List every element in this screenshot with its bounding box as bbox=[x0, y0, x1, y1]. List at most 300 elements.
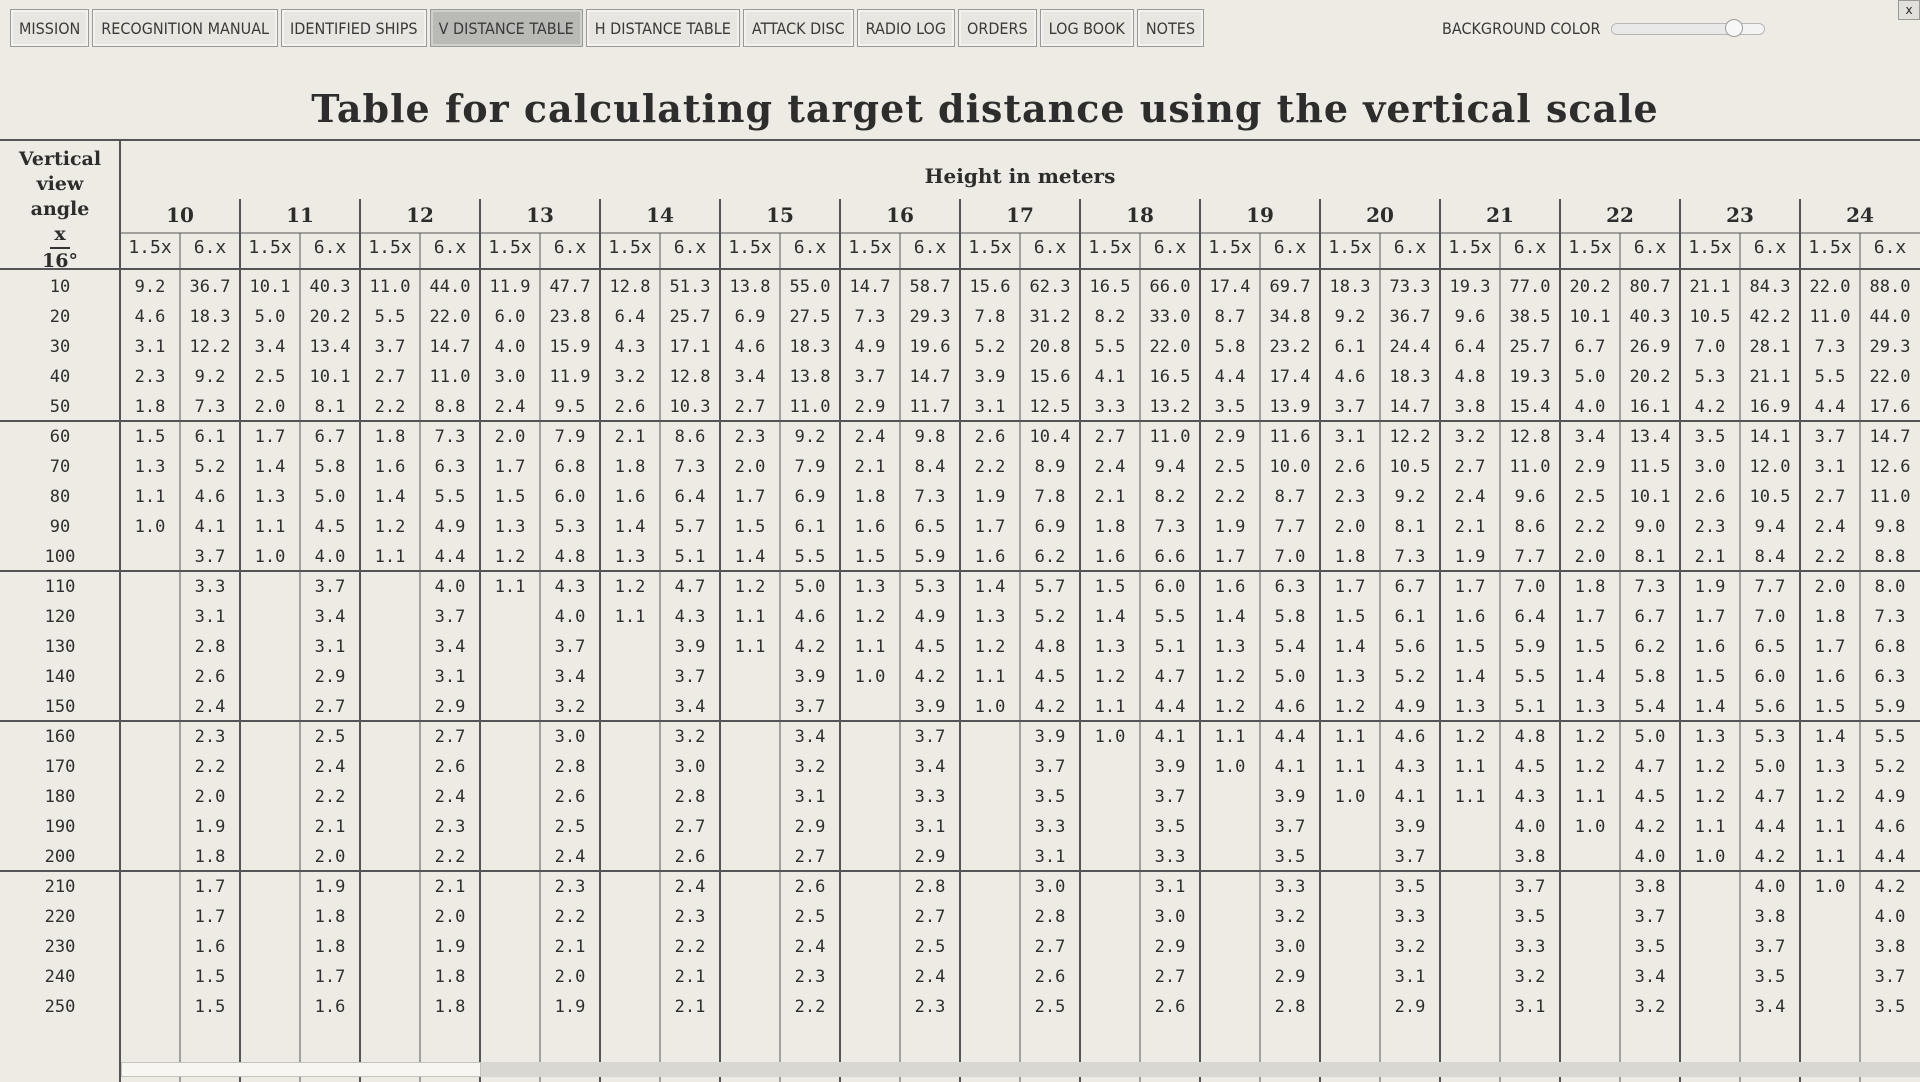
table-cell: 18.3 bbox=[1329, 277, 1371, 297]
table-cell: 3.3 bbox=[1274, 877, 1306, 897]
sub-header-6x: 6.x bbox=[1753, 237, 1787, 258]
table-cell: 1.9 bbox=[314, 877, 346, 897]
table-cell: 10.5 bbox=[1389, 457, 1431, 477]
table-cell: 1.1 bbox=[1454, 787, 1486, 807]
table-cell: 12.8 bbox=[669, 367, 711, 387]
table-cell: 1.7 bbox=[1214, 547, 1246, 567]
sub-header-6x: 6.x bbox=[1153, 237, 1187, 258]
table-cell: 1.5 bbox=[194, 997, 226, 1017]
table-cell: 2.7 bbox=[734, 397, 766, 417]
table-cell: 1.2 bbox=[1214, 667, 1246, 687]
table-cell: 21.1 bbox=[1689, 277, 1731, 297]
table-cell: 7.9 bbox=[554, 427, 586, 447]
table-cell: 4.9 bbox=[854, 337, 886, 357]
table-cell: 3.3 bbox=[1094, 397, 1126, 417]
table-cell: 4.4 bbox=[434, 547, 466, 567]
table-cell: 2.3 bbox=[434, 817, 466, 837]
table-cell: 15.4 bbox=[1509, 397, 1551, 417]
table-cell: 5.9 bbox=[1874, 697, 1906, 717]
table-cell: 1.8 bbox=[374, 427, 406, 447]
table-cell: 5.0 bbox=[1634, 727, 1666, 747]
table-cell: 2.9 bbox=[1154, 937, 1186, 957]
sub-header-1-5x: 1.5x bbox=[1088, 237, 1132, 258]
height-column-header: 11 bbox=[286, 203, 314, 227]
table-cell: 6.5 bbox=[914, 517, 946, 537]
table-cell: 1.4 bbox=[1814, 727, 1846, 747]
table-cell: 4.0 bbox=[1574, 397, 1606, 417]
table-cell: 1.9 bbox=[1454, 547, 1486, 567]
table-cell: 1.8 bbox=[314, 937, 346, 957]
tab-recognition-manual[interactable]: RECOGNITION MANUAL bbox=[92, 9, 278, 47]
row-angle-label: 240 bbox=[44, 967, 76, 987]
table-cell: 6.3 bbox=[434, 457, 466, 477]
table-cell: 6.0 bbox=[1754, 667, 1786, 687]
table-cell: 1.6 bbox=[1214, 577, 1246, 597]
table-cell: 22.0 bbox=[1149, 337, 1191, 357]
table-cell: 8.0 bbox=[1874, 577, 1906, 597]
table-cell: 1.0 bbox=[1814, 877, 1846, 897]
table-cell: 12.8 bbox=[1509, 427, 1551, 447]
table-cell: 7.8 bbox=[974, 307, 1006, 327]
table-cell: 3.8 bbox=[1754, 907, 1786, 927]
table-cell: 9.4 bbox=[1754, 517, 1786, 537]
table-cell: 6.9 bbox=[794, 487, 826, 507]
angle-header-x: x bbox=[50, 222, 69, 249]
table-cell: 2.6 bbox=[614, 397, 646, 417]
sub-header-6x: 6.x bbox=[313, 237, 347, 258]
table-cell: 3.7 bbox=[1754, 937, 1786, 957]
row-angle-label: 50 bbox=[49, 397, 71, 417]
table-cell: 1.3 bbox=[1334, 667, 1366, 687]
table-cell: 14.7 bbox=[429, 337, 471, 357]
close-icon: x bbox=[1905, 3, 1913, 17]
table-cell: 1.5 bbox=[494, 487, 526, 507]
table-cell: 2.3 bbox=[674, 907, 706, 927]
table-cell: 4.9 bbox=[1874, 787, 1906, 807]
table-cell: 2.7 bbox=[434, 727, 466, 747]
table-cell: 4.0 bbox=[1754, 877, 1786, 897]
table-cell: 13.8 bbox=[729, 277, 771, 297]
table-cell: 8.1 bbox=[1394, 517, 1426, 537]
table-cell: 40.3 bbox=[309, 277, 351, 297]
table-cell: 1.3 bbox=[1214, 637, 1246, 657]
table-cell: 1.0 bbox=[1694, 847, 1726, 867]
table-cell: 20.8 bbox=[1029, 337, 1071, 357]
table-cell: 1.0 bbox=[854, 667, 886, 687]
row-angle-label: 130 bbox=[44, 637, 76, 657]
table-cell: 4.7 bbox=[674, 577, 706, 597]
table-cell: 2.2 bbox=[434, 847, 466, 867]
table-cell: 1.3 bbox=[854, 577, 886, 597]
tab-orders[interactable]: ORDERS bbox=[958, 9, 1037, 47]
table-cell: 1.2 bbox=[1574, 727, 1606, 747]
table-cell: 4.7 bbox=[1154, 667, 1186, 687]
height-column-header: 10 bbox=[166, 203, 194, 227]
table-cell: 4.3 bbox=[1394, 757, 1426, 777]
table-cell: 2.5 bbox=[1214, 457, 1246, 477]
table-cell: 24.4 bbox=[1389, 337, 1431, 357]
table-cell: 2.0 bbox=[434, 907, 466, 927]
table-cell: 1.1 bbox=[1814, 817, 1846, 837]
table-cell: 3.0 bbox=[494, 367, 526, 387]
table-cell: 1.0 bbox=[134, 517, 166, 537]
height-column-header: 16 bbox=[886, 203, 914, 227]
table-cell: 13.4 bbox=[309, 337, 351, 357]
table-cell: 4.5 bbox=[914, 637, 946, 657]
table-cell: 3.4 bbox=[254, 337, 286, 357]
table-cell: 7.0 bbox=[1694, 337, 1726, 357]
table-cell: 1.8 bbox=[434, 967, 466, 987]
table-cell: 2.4 bbox=[1094, 457, 1126, 477]
table-cell: 2.4 bbox=[914, 967, 946, 987]
table-cell: 12.6 bbox=[1869, 457, 1911, 477]
table-cell: 1.7 bbox=[194, 877, 226, 897]
table-cell: 3.1 bbox=[794, 787, 826, 807]
table-cell: 1.1 bbox=[1814, 847, 1846, 867]
table-cell: 2.0 bbox=[494, 427, 526, 447]
table-cell: 27.5 bbox=[789, 307, 831, 327]
table-cell: 2.4 bbox=[1814, 517, 1846, 537]
scrollbar-thumb[interactable] bbox=[121, 1062, 481, 1077]
table-cell: 3.1 bbox=[1394, 967, 1426, 987]
sub-header-1-5x: 1.5x bbox=[1808, 237, 1852, 258]
table-cell: 2.6 bbox=[554, 787, 586, 807]
table-cell: 5.3 bbox=[554, 517, 586, 537]
table-cell: 3.7 bbox=[1814, 427, 1846, 447]
table-cell: 7.3 bbox=[1874, 607, 1906, 627]
table-cell: 14.7 bbox=[909, 367, 951, 387]
table-cell: 5.0 bbox=[1574, 367, 1606, 387]
tab-notes[interactable]: NOTES bbox=[1137, 9, 1204, 47]
table-cell: 13.2 bbox=[1149, 397, 1191, 417]
row-angle-label: 230 bbox=[44, 937, 76, 957]
table-cell: 3.9 bbox=[974, 367, 1006, 387]
table-cell: 12.5 bbox=[1029, 397, 1071, 417]
table-cell: 1.1 bbox=[374, 547, 406, 567]
table-cell: 66.0 bbox=[1149, 277, 1191, 297]
table-cell: 13.4 bbox=[1629, 427, 1671, 447]
table-cell: 25.7 bbox=[669, 307, 711, 327]
table-cell: 1.4 bbox=[1454, 667, 1486, 687]
sub-header-1-5x: 1.5x bbox=[488, 237, 532, 258]
table-cell: 8.4 bbox=[1754, 547, 1786, 567]
table-cell: 10.5 bbox=[1689, 307, 1731, 327]
table-cell: 7.7 bbox=[1754, 577, 1786, 597]
table-cell: 3.5 bbox=[1214, 397, 1246, 417]
table-cell: 22.0 bbox=[429, 307, 471, 327]
table-cell: 8.7 bbox=[1274, 487, 1306, 507]
table-cell: 13.9 bbox=[1269, 397, 1311, 417]
table-cell: 5.5 bbox=[374, 307, 406, 327]
table-cell: 4.4 bbox=[1814, 397, 1846, 417]
table-cell: 3.1 bbox=[134, 337, 166, 357]
sub-header-1-5x: 1.5x bbox=[128, 237, 172, 258]
table-cell: 11.9 bbox=[489, 277, 531, 297]
table-cell: 8.9 bbox=[1034, 457, 1066, 477]
table-cell: 3.9 bbox=[794, 667, 826, 687]
table-cell: 1.8 bbox=[314, 907, 346, 927]
table-cell: 4.0 bbox=[434, 577, 466, 597]
table-cell: 1.8 bbox=[1814, 607, 1846, 627]
row-angle-label: 40 bbox=[49, 367, 71, 387]
table-cell: 3.4 bbox=[1634, 967, 1666, 987]
table-cell: 3.5 bbox=[1754, 967, 1786, 987]
table-cell: 1.0 bbox=[1574, 817, 1606, 837]
table-cell: 1.7 bbox=[1574, 607, 1606, 627]
table-cell: 3.8 bbox=[1874, 937, 1906, 957]
table-cell: 77.0 bbox=[1509, 277, 1551, 297]
table-cell: 55.0 bbox=[789, 277, 831, 297]
sub-header-1-5x: 1.5x bbox=[1328, 237, 1372, 258]
height-column-header: 19 bbox=[1246, 203, 1274, 227]
table-cell: 3.1 bbox=[1334, 427, 1366, 447]
table-cell: 15.6 bbox=[969, 277, 1011, 297]
table-cell: 2.4 bbox=[794, 937, 826, 957]
table-cell: 1.5 bbox=[1694, 667, 1726, 687]
tab-radio-log[interactable]: RADIO LOG bbox=[857, 9, 955, 47]
table-cell: 4.0 bbox=[554, 607, 586, 627]
table-cell: 2.8 bbox=[1274, 997, 1306, 1017]
table-cell: 5.0 bbox=[794, 577, 826, 597]
table-cell: 1.1 bbox=[1334, 757, 1366, 777]
angle-header-line3: angle bbox=[30, 198, 90, 220]
table-cell: 5.7 bbox=[674, 517, 706, 537]
table-cell: 8.8 bbox=[434, 397, 466, 417]
table-cell: 16.5 bbox=[1149, 367, 1191, 387]
tab-attack-disc[interactable]: ATTACK DISC bbox=[743, 9, 854, 47]
table-cell: 3.3 bbox=[1034, 817, 1066, 837]
table-cell: 1.8 bbox=[194, 847, 226, 867]
table-cell: 1.2 bbox=[494, 547, 526, 567]
height-column-header: 18 bbox=[1126, 203, 1154, 227]
table-cell: 3.9 bbox=[674, 637, 706, 657]
row-angle-label: 150 bbox=[44, 697, 76, 717]
height-column-header: 21 bbox=[1486, 203, 1514, 227]
table-cell: 20.2 bbox=[1629, 367, 1671, 387]
row-angle-label: 180 bbox=[44, 787, 76, 807]
table-cell: 1.1 bbox=[134, 487, 166, 507]
table-cell: 2.7 bbox=[914, 907, 946, 927]
table-cell: 18.3 bbox=[789, 337, 831, 357]
table-cell: 6.0 bbox=[554, 487, 586, 507]
table-cell: 1.6 bbox=[854, 517, 886, 537]
table-cell: 3.0 bbox=[1274, 937, 1306, 957]
table-cell: 3.1 bbox=[314, 637, 346, 657]
table-cell: 12.8 bbox=[609, 277, 651, 297]
tab-mission[interactable]: MISSION bbox=[10, 9, 89, 47]
table-cell: 1.9 bbox=[434, 937, 466, 957]
table-cell: 19.3 bbox=[1449, 277, 1491, 297]
table-cell: 11.5 bbox=[1629, 457, 1671, 477]
close-button[interactable] bbox=[1898, 0, 1920, 20]
height-column-header: 17 bbox=[1006, 203, 1034, 227]
table-cell: 2.2 bbox=[794, 997, 826, 1017]
row-angle-label: 10 bbox=[49, 277, 71, 297]
table-cell: 1.7 bbox=[974, 517, 1006, 537]
table-cell: 3.7 bbox=[674, 667, 706, 687]
table-cell: 20.2 bbox=[1569, 277, 1611, 297]
table-cell: 29.3 bbox=[909, 307, 951, 327]
table-cell: 14.1 bbox=[1749, 427, 1791, 447]
table-cell: 7.0 bbox=[1514, 577, 1546, 597]
table-cell: 7.3 bbox=[1394, 547, 1426, 567]
table-cell: 3.3 bbox=[194, 577, 226, 597]
table-cell: 3.8 bbox=[1634, 877, 1666, 897]
table-cell: 3.2 bbox=[554, 697, 586, 717]
table-cell: 2.7 bbox=[374, 367, 406, 387]
row-angle-label: 250 bbox=[44, 997, 76, 1017]
table-cell: 1.1 bbox=[1454, 757, 1486, 777]
table-cell: 2.2 bbox=[314, 787, 346, 807]
table-cell: 2.5 bbox=[914, 937, 946, 957]
table-cell: 3.1 bbox=[434, 667, 466, 687]
table-cell: 5.1 bbox=[1514, 697, 1546, 717]
table-cell: 22.0 bbox=[1869, 367, 1911, 387]
table-cell: 6.4 bbox=[614, 307, 646, 327]
table-cell: 2.0 bbox=[554, 967, 586, 987]
table-cell: 26.9 bbox=[1629, 337, 1671, 357]
tab-v-distance-table[interactable]: V DISTANCE TABLE bbox=[430, 9, 583, 47]
height-column-header: 24 bbox=[1846, 203, 1874, 227]
table-cell: 2.2 bbox=[374, 397, 406, 417]
table-cell: 3.8 bbox=[1454, 397, 1486, 417]
table-cell: 4.1 bbox=[1094, 367, 1126, 387]
table-cell: 10.3 bbox=[669, 397, 711, 417]
table-cell: 6.9 bbox=[734, 307, 766, 327]
table-cell: 7.7 bbox=[1274, 517, 1306, 537]
table-cell: 2.6 bbox=[1694, 487, 1726, 507]
table-cell: 5.1 bbox=[1154, 637, 1186, 657]
background-color-slider[interactable] bbox=[1611, 23, 1765, 35]
table-cell: 4.9 bbox=[914, 607, 946, 627]
table-cell: 7.3 bbox=[854, 307, 886, 327]
row-angle-label: 190 bbox=[44, 817, 76, 837]
height-column-header: 14 bbox=[646, 203, 674, 227]
table-cell: 1.7 bbox=[254, 427, 286, 447]
tab-h-distance-table[interactable]: H DISTANCE TABLE bbox=[586, 9, 740, 47]
table-cell: 1.8 bbox=[434, 997, 466, 1017]
table-cell: 88.0 bbox=[1869, 277, 1911, 297]
table-cell: 3.1 bbox=[974, 397, 1006, 417]
table-cell: 2.0 bbox=[1814, 577, 1846, 597]
table-cell: 6.8 bbox=[554, 457, 586, 477]
table-cell: 5.9 bbox=[1514, 637, 1546, 657]
table-cell: 80.7 bbox=[1629, 277, 1671, 297]
row-angle-label: 200 bbox=[44, 847, 76, 867]
table-cell: 1.1 bbox=[1694, 817, 1726, 837]
table-cell: 42.2 bbox=[1749, 307, 1791, 327]
tab-identified-ships[interactable]: IDENTIFIED SHIPS bbox=[281, 9, 427, 47]
sub-header-1-5x: 1.5x bbox=[728, 237, 772, 258]
table-cell: 9.8 bbox=[1874, 517, 1906, 537]
table-cell: 44.0 bbox=[429, 277, 471, 297]
table-cell: 11.0 bbox=[429, 367, 471, 387]
table-cell: 4.5 bbox=[314, 517, 346, 537]
table-cell: 2.1 bbox=[674, 967, 706, 987]
table-cell: 2.1 bbox=[314, 817, 346, 837]
table-cell: 4.5 bbox=[1034, 667, 1066, 687]
table-cell: 4.5 bbox=[1634, 787, 1666, 807]
table-cell: 1.8 bbox=[854, 487, 886, 507]
table-cell: 2.7 bbox=[1154, 967, 1186, 987]
table-cell: 6.0 bbox=[494, 307, 526, 327]
sub-header-1-5x: 1.5x bbox=[1568, 237, 1612, 258]
height-column-header: 20 bbox=[1366, 203, 1394, 227]
tab-log-book[interactable]: LOG BOOK bbox=[1040, 9, 1134, 47]
table-cell: 9.2 bbox=[134, 277, 166, 297]
table-cell: 1.7 bbox=[734, 487, 766, 507]
table-cell: 2.3 bbox=[1694, 517, 1726, 537]
table-cell: 2.6 bbox=[674, 847, 706, 867]
table-cell: 2.2 bbox=[1814, 547, 1846, 567]
table-cell: 14.7 bbox=[1869, 427, 1911, 447]
table-cell: 6.7 bbox=[314, 427, 346, 447]
table-cell: 2.2 bbox=[194, 757, 226, 777]
table-cell: 7.7 bbox=[1514, 547, 1546, 567]
table-cell: 1.2 bbox=[1094, 667, 1126, 687]
table-cell: 7.3 bbox=[1634, 577, 1666, 597]
table-cell: 3.4 bbox=[734, 367, 766, 387]
table-cell: 2.2 bbox=[674, 937, 706, 957]
table-cell: 4.8 bbox=[1454, 367, 1486, 387]
angle-header-line2: view bbox=[36, 173, 84, 195]
table-cell: 20.2 bbox=[309, 307, 351, 327]
table-cell: 1.7 bbox=[1454, 577, 1486, 597]
table-cell: 3.7 bbox=[1034, 757, 1066, 777]
table-cell: 3.1 bbox=[1034, 847, 1066, 867]
table-cell: 2.1 bbox=[1094, 487, 1126, 507]
horizontal-scrollbar[interactable] bbox=[121, 1062, 1920, 1077]
table-cell: 3.0 bbox=[674, 757, 706, 777]
table-cell: 19.3 bbox=[1509, 367, 1551, 387]
table-cell: 2.1 bbox=[434, 877, 466, 897]
table-cell: 4.3 bbox=[674, 607, 706, 627]
table-cell: 2.1 bbox=[614, 427, 646, 447]
table-cell: 13.8 bbox=[789, 367, 831, 387]
table-cell: 2.0 bbox=[734, 457, 766, 477]
table-cell: 3.9 bbox=[1394, 817, 1426, 837]
table-cell: 2.0 bbox=[194, 787, 226, 807]
table-cell: 1.2 bbox=[374, 517, 406, 537]
table-cell: 9.6 bbox=[1514, 487, 1546, 507]
table-cell: 3.0 bbox=[1154, 907, 1186, 927]
table-cell: 17.4 bbox=[1209, 277, 1251, 297]
table-cell: 33.0 bbox=[1149, 307, 1191, 327]
sub-header-6x: 6.x bbox=[913, 237, 947, 258]
table-cell: 5.0 bbox=[1754, 757, 1786, 777]
table-cell: 4.4 bbox=[1154, 697, 1186, 717]
table-cell: 3.5 bbox=[1154, 817, 1186, 837]
table-cell: 1.2 bbox=[1334, 697, 1366, 717]
table-cell: 5.2 bbox=[974, 337, 1006, 357]
table-cell: 6.4 bbox=[1514, 607, 1546, 627]
table-cell: 4.6 bbox=[134, 307, 166, 327]
table-cell: 1.2 bbox=[1694, 757, 1726, 777]
table-cell: 2.0 bbox=[314, 847, 346, 867]
toolbar-tabs bbox=[10, 9, 1204, 47]
table-cell: 7.9 bbox=[794, 457, 826, 477]
table-cell: 3.9 bbox=[1274, 787, 1306, 807]
table-cell: 1.8 bbox=[1334, 547, 1366, 567]
table-cell: 2.0 bbox=[1334, 517, 1366, 537]
table-cell: 4.3 bbox=[554, 577, 586, 597]
slider-thumb[interactable] bbox=[1725, 19, 1743, 37]
table-cell: 1.6 bbox=[1694, 637, 1726, 657]
table-cell: 5.8 bbox=[1274, 607, 1306, 627]
height-column-header: 23 bbox=[1726, 203, 1754, 227]
table-cell: 44.0 bbox=[1869, 307, 1911, 327]
table-cell: 3.1 bbox=[194, 607, 226, 627]
